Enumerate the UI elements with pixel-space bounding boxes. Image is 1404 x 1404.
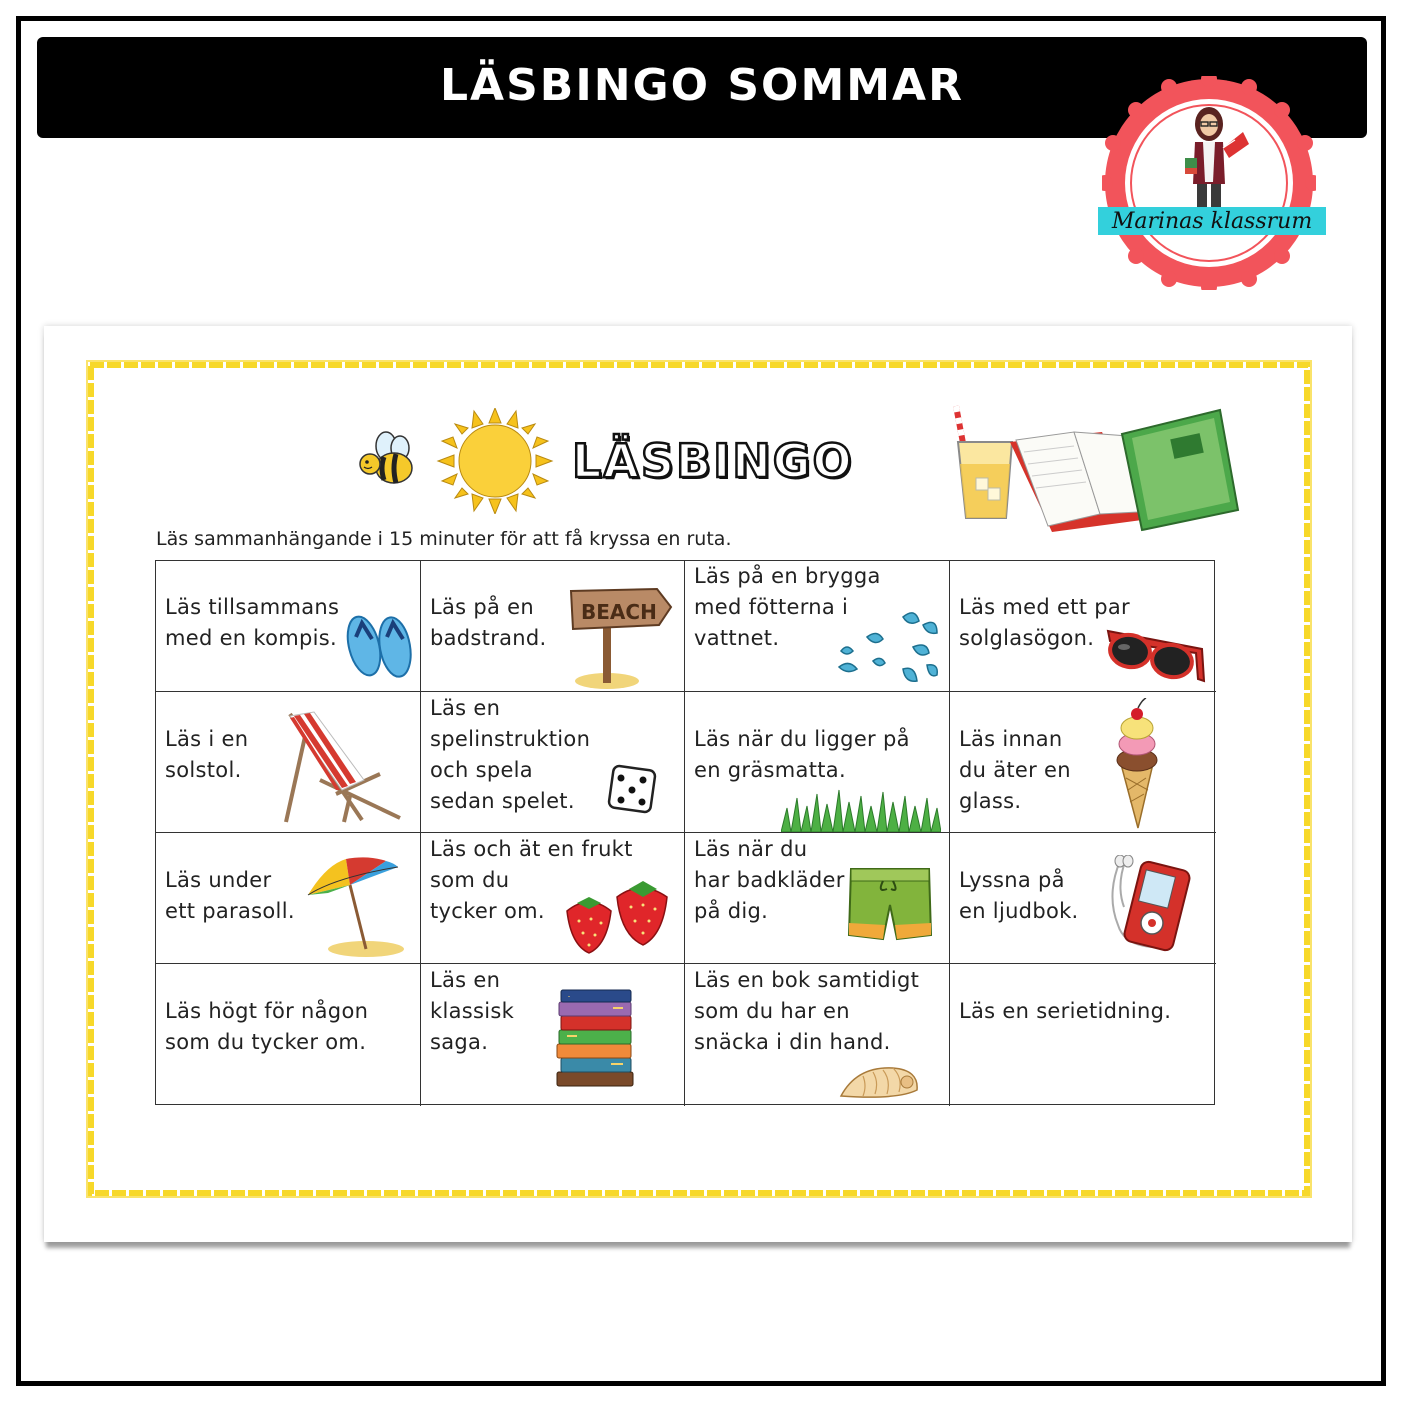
bingo-cell[interactable]: Läs en spelinstruktion och spela sedan spelet. xyxy=(421,692,685,833)
bingo-cell[interactable]: Läs när du har badkläder på dig. xyxy=(685,833,950,964)
water-splash-icon xyxy=(833,607,941,687)
seashell-icon xyxy=(837,1060,921,1102)
beach-sign-icon xyxy=(567,585,675,689)
mp3-player-icon xyxy=(1102,855,1194,955)
bingo-cell[interactable]: Läs när du ligger på en gräsmatta. xyxy=(685,692,950,833)
book-stack-icon xyxy=(553,988,637,1088)
bingo-grid xyxy=(155,560,1215,1105)
sunglasses-icon xyxy=(1104,619,1210,689)
bingo-cell[interactable]: Läs i en solstol. xyxy=(156,692,421,833)
bingo-cell[interactable]: Läs högt för någon som du tycker om. xyxy=(156,964,421,1106)
flip-flops-icon xyxy=(342,613,418,679)
sun-icon xyxy=(436,408,554,514)
bingo-cell[interactable]: Läs på en badstrand. BEACH xyxy=(421,561,685,692)
bingo-cell[interactable]: Läs en klassisk saga. xyxy=(421,964,685,1106)
juice-and-books-icon xyxy=(952,402,1242,538)
bingo-cell[interactable]: Läs på en brygga med fötterna i vattnet. xyxy=(685,561,950,692)
ice-cream-icon xyxy=(1112,698,1162,830)
swim-shorts-icon xyxy=(847,863,933,943)
bingo-cell[interactable]: Läs med ett par solglasögon. xyxy=(950,561,1216,692)
bingo-cell[interactable]: Läs tillsammans med en kompis. xyxy=(156,561,421,692)
instruction-text: Läs sammanhängande i 15 minuter för att få kryssa en ruta. xyxy=(156,528,732,550)
page-title: LÄSBINGO SOMMAR xyxy=(440,60,964,111)
svg-text:BEACH: BEACH xyxy=(581,600,657,624)
parasol-icon xyxy=(306,855,418,959)
bingo-cell[interactable]: Lyssna på en ljudbok. xyxy=(950,833,1216,964)
teacher-badge-icon xyxy=(1102,76,1316,290)
grass-icon xyxy=(781,788,941,832)
bee-icon xyxy=(356,430,420,490)
deck-chair-icon xyxy=(280,710,406,830)
bingo-cell[interactable]: Läs en bok samtidigt som du har en snäcka i din hand. xyxy=(685,964,950,1106)
dice-icon xyxy=(607,764,657,814)
strawberries-icon xyxy=(563,879,673,955)
badge-label: Marinas klassrum xyxy=(1098,207,1326,235)
sheet-title: LÄSBINGO xyxy=(572,434,854,488)
bingo-cell[interactable]: Läs och ät en frukt som du tycker om. xyxy=(421,833,685,964)
bingo-cell[interactable]: Läs under ett parasoll. xyxy=(156,833,421,964)
bingo-cell[interactable]: Läs en serietidning. xyxy=(959,999,1172,1023)
bingo-cell[interactable]: Läs innan du äter en glass. xyxy=(950,692,1216,833)
